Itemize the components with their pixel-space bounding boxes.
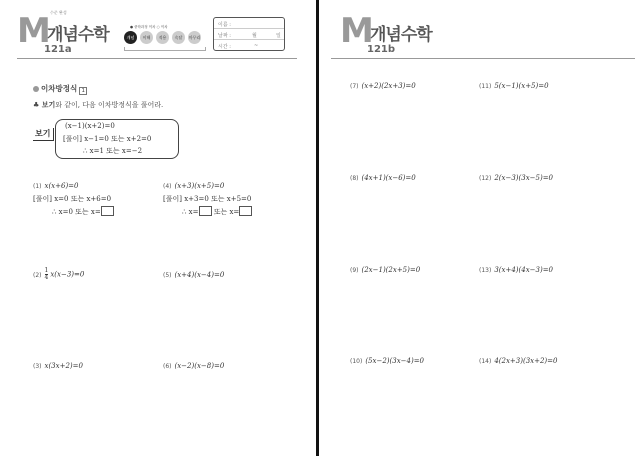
problem-number: (6) xyxy=(163,363,172,370)
example-box xyxy=(33,117,181,161)
stage-caption: ● 중학과정 이차 ○ 이차 xyxy=(130,25,168,29)
example-line-1: (x−1)(x+2)=0 xyxy=(65,122,115,130)
problem-equation: (x+3)(x+5)=0 xyxy=(174,182,225,190)
page-number: 121a xyxy=(44,44,72,55)
stage-steps xyxy=(124,31,206,45)
instruction xyxy=(33,100,163,110)
problem-number: (9) xyxy=(350,267,359,274)
problem-10 xyxy=(350,357,424,365)
section-title xyxy=(33,83,87,95)
answer-blank[interactable] xyxy=(239,206,252,216)
answer-blank[interactable] xyxy=(199,206,212,216)
problem-number: (8) xyxy=(350,175,359,182)
problem-7 xyxy=(350,82,416,90)
date-month: 월 xyxy=(252,33,257,39)
stage-step-1: 개념 xyxy=(124,31,137,44)
date-row xyxy=(214,29,284,40)
problem-equation: (x+4)(x−4)=0 xyxy=(174,271,225,279)
bullet-icon xyxy=(33,86,39,92)
date-label: 날짜 : xyxy=(218,33,231,39)
problem-13 xyxy=(479,266,553,274)
problem-number: (3) xyxy=(33,363,42,370)
section-title-text: 이차방정식 xyxy=(41,84,78,93)
problem-number: (14) xyxy=(479,358,492,365)
fraction-numerator: 1 xyxy=(44,267,49,274)
problem-1-solution-line-2 xyxy=(52,206,114,217)
header-rule xyxy=(331,58,635,59)
problem-1-solution-line-1: [풀이] x=0 또는 x+6=0 xyxy=(33,195,112,203)
logo xyxy=(17,10,109,55)
problem-3 xyxy=(33,362,83,370)
problem-4-solution-line-2 xyxy=(182,206,252,217)
problem-number: (13) xyxy=(479,267,492,274)
name-row xyxy=(214,18,284,29)
problem-9 xyxy=(350,266,420,274)
problem-equation: 5(x−1)(x+5)=0 xyxy=(494,82,549,90)
problem-equation: 4(2x+3)(3x+2)=0 xyxy=(494,357,558,365)
problem-number: (10) xyxy=(350,358,363,365)
problem-equation: (5x−2)(3x−4)=0 xyxy=(365,357,425,365)
solution-text: ∴ x=0 또는 x= xyxy=(52,208,101,216)
problem-number: (5) xyxy=(163,272,172,279)
problem-6 xyxy=(163,362,224,370)
stage-indicator xyxy=(124,22,206,52)
problem-5 xyxy=(163,271,224,279)
problem-number: (12) xyxy=(479,175,492,182)
problem-equation: (x−2)(x−8)=0 xyxy=(174,362,225,370)
section-number: 1 xyxy=(79,87,87,95)
problem-14 xyxy=(479,357,557,365)
problem-number: (2) xyxy=(33,271,42,279)
problem-equation: x(x−3)=0 xyxy=(50,270,85,279)
time-separator: ~ xyxy=(254,43,259,49)
problem-equation: x(x+6)=0 xyxy=(44,182,79,190)
problem-12 xyxy=(479,174,553,182)
page-number: 121b xyxy=(367,44,396,55)
instruction-text: 와 같이, 다음 이차방정식을 풀어라. xyxy=(55,101,164,109)
solution-text: 또는 x= xyxy=(211,208,240,216)
instruction-prefix: ♣ 보기 xyxy=(33,101,56,109)
problem-8 xyxy=(350,174,416,182)
date-day: 일 xyxy=(276,33,281,39)
worksheet-page-a xyxy=(0,0,317,456)
header-rule xyxy=(17,58,297,59)
problem-4 xyxy=(163,182,224,190)
problem-number: (1) xyxy=(33,183,42,190)
fraction xyxy=(45,268,49,281)
logo xyxy=(340,11,432,55)
problem-number: (4) xyxy=(163,183,172,190)
example-line-3: ∴ x=1 또는 x=−2 xyxy=(83,147,143,155)
stage-step-5: 마무리 xyxy=(188,31,201,44)
problem-4-solution-line-1: [풀이] x+3=0 또는 x+5=0 xyxy=(163,195,252,203)
stage-step-2: 이해 xyxy=(140,31,153,44)
time-row xyxy=(214,40,284,51)
problem-11 xyxy=(479,82,549,90)
worksheet-page-b xyxy=(319,0,643,456)
time-label: 시간 : xyxy=(218,44,231,50)
student-info-box xyxy=(213,17,285,51)
problem-number: (11) xyxy=(479,83,492,90)
problem-equation: x(3x+2)=0 xyxy=(44,362,83,370)
fraction-denominator: 4 xyxy=(44,274,49,281)
logo-letter: M xyxy=(17,11,50,51)
stage-ruler xyxy=(124,47,206,51)
problem-number: (7) xyxy=(350,83,359,90)
logo-word: 개념수학 xyxy=(47,25,109,45)
logo-letter: M xyxy=(340,11,373,51)
example-label: 보기 xyxy=(33,128,54,141)
example-line-2: [풀이] x−1=0 또는 x+2=0 xyxy=(63,135,152,143)
solution-text: ∴ x= xyxy=(182,208,199,216)
problem-equation: 2(x−3)(3x−5)=0 xyxy=(494,174,554,182)
answer-blank[interactable] xyxy=(101,206,114,216)
stage-step-4: 숙달 xyxy=(172,31,185,44)
problem-equation: (4x+1)(x−6)=0 xyxy=(361,174,416,182)
logo-small-caption: 수준 완성 xyxy=(50,10,67,15)
problem-equation: (x+2)(2x+3)=0 xyxy=(361,82,416,90)
problem-equation: 3(x+4)(4x−3)=0 xyxy=(494,266,554,274)
name-label: 이름 : xyxy=(218,22,231,28)
problem-1 xyxy=(33,182,79,190)
logo-word: 개념수학 xyxy=(370,25,432,45)
problem-2 xyxy=(33,268,84,281)
problem-equation: (2x−1)(2x+5)=0 xyxy=(361,266,421,274)
stage-step-3: 적용 xyxy=(156,31,169,44)
